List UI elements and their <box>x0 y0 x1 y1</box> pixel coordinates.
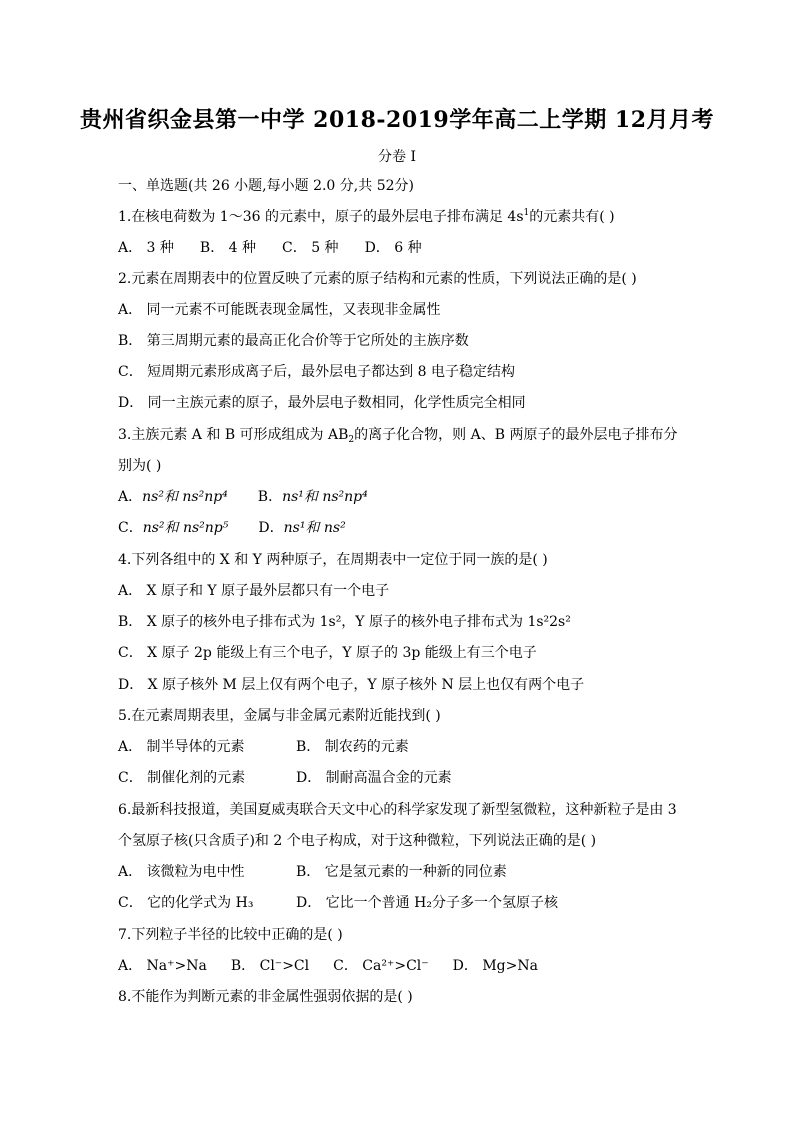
question-1-option-a: A． 3 种 <box>118 240 174 256</box>
question-1-stem-text: 1.在核电荷数为 1～36 的元素中，原子的最外层电子排布满足 4s <box>118 209 524 225</box>
question-3-option-d: ns¹和 ns² <box>283 520 346 536</box>
question-6-options-cd <box>118 894 558 912</box>
question-3-stem-text: 3.主族元素 A 和 B 可形成组成为 AB <box>118 427 349 443</box>
question-7-option-a: A． Na⁺>Na <box>118 958 207 974</box>
question-3-subscript: 2 <box>348 435 355 445</box>
question-5-options-ab <box>118 738 409 756</box>
question-3-option-c: ns²和 ns²np⁵ <box>142 520 229 536</box>
question-2-stem: 2.元素在周期表中的位置反映了元素的原子结构和元素的性质，下列说法正确的是( ) <box>118 271 637 287</box>
question-1-option-c: C． 5 种 <box>282 240 339 256</box>
question-6-option-d: D． 它比一个普通 H₂分子多一个氢原子核 <box>296 895 558 911</box>
question-3-option-a: ns²和 ns²np⁴ <box>142 489 228 505</box>
question-3-options-ab <box>118 488 368 506</box>
question-6-option-b: B． 它是氢元素的一种新的同位素 <box>296 864 507 880</box>
question-4-option-a: A． X 原子和 Y 原子最外层都只有一个电子 <box>118 583 390 599</box>
section-heading: 一、单选题(共 26 小题,每小题 2.0 分,共 52分) <box>118 178 414 194</box>
question-3-option-c-label: C． <box>118 520 143 536</box>
question-1-options <box>118 239 422 257</box>
question-8-stem: 8.不能作为判断元素的非金属性强弱依据的是( ) <box>118 989 413 1005</box>
question-4-option-d: D． X 原子核外 M 层上仅有两个电子，Y 原子核外 N 层上也仅有两个电子 <box>118 677 585 693</box>
question-4-stem: 4.下列各组中的 X 和 Y 两种原子，在周期表中一定位于同一族的是( ) <box>118 552 548 568</box>
question-1-stem <box>118 208 615 226</box>
question-4-option-c: C． X 原子 2p 能级上有三个电子，Y 原子的 3p 能级上有三个电子 <box>118 645 537 661</box>
question-2-option-d: D． 同一主族元素的原子，最外层电子数相同，化学性质完全相同 <box>118 395 526 411</box>
question-3-stem <box>118 426 677 444</box>
question-6-option-c: C． 它的化学式为 H₃ <box>118 895 254 911</box>
question-7-option-c: C． Ca²⁺>Cl⁻ <box>333 958 429 974</box>
question-7-option-b: B． Cl⁻>Cl <box>230 958 310 974</box>
question-5-option-a: A． 制半导体的元素 <box>118 739 245 755</box>
question-2-option-a: A． 同一元素不可能既表现金属性，又表现非金属性 <box>118 302 441 318</box>
question-5-stem: 5.在元素周期表里，金属与非金属元素附近能找到( ) <box>118 708 441 724</box>
question-3-options-cd <box>118 519 346 537</box>
question-3-option-a-label: A． <box>118 489 143 505</box>
question-6-option-a: A． 该微粒为电中性 <box>118 864 245 880</box>
question-5-option-c: C． 制催化剂的元素 <box>118 770 246 786</box>
question-5-option-b: B． 制农药的元素 <box>296 739 409 755</box>
question-6-options-ab <box>118 863 507 881</box>
question-3-option-b-label: B． <box>257 489 283 505</box>
question-3-option-b: ns¹和 ns²np⁴ <box>282 489 368 505</box>
question-3-stem-line-2: 别为( ) <box>118 458 162 474</box>
question-3-stem-end: 的离子化合物，则 A、B 两原子的最外层电子排布分 <box>354 427 678 443</box>
question-5-options-cd <box>118 769 452 787</box>
question-7-option-d: D． Mg>Na <box>452 958 538 974</box>
question-4-option-b: B． X 原子的核外电子排布式为 1s²，Y 原子的核外电子排布式为 1s²2s² <box>118 614 571 630</box>
exam-title: 贵州省织金县第一中学 2018-2019学年高二上学期 12月月考 <box>79 107 715 133</box>
exam-subtitle: 分卷 I <box>378 149 416 165</box>
question-1-option-d: D． 6 种 <box>364 240 422 256</box>
question-2-option-c: C． 短周期元素形成离子后，最外层电子都达到 8 电子稳定结构 <box>118 364 515 380</box>
question-2-option-b: B． 第三周期元素的最高正化合价等于它所处的主族序数 <box>118 333 469 349</box>
question-3-option-d-label: D． <box>258 520 284 536</box>
question-1-option-b: B． 4 种 <box>199 240 257 256</box>
question-7-stem: 7.下列粒子半径的比较中正确的是( ) <box>118 927 343 943</box>
question-6-stem: 6.最新科技报道，美国夏威夷联合天文中心的科学家发现了新型氢微粒，这种新粒子是由 3 <box>118 802 677 818</box>
question-6-stem-line-2: 个氢原子核(只含质子)和 2 个电子构成，对于这种微粒，下列说法正确的是( ) <box>118 833 597 849</box>
question-1-superscript: 1 <box>523 208 530 218</box>
question-7-options <box>118 957 538 975</box>
question-1-stem-end: 的元素共有( ) <box>529 209 615 225</box>
question-5-option-d: D． 制耐高温合金的元素 <box>296 770 452 786</box>
